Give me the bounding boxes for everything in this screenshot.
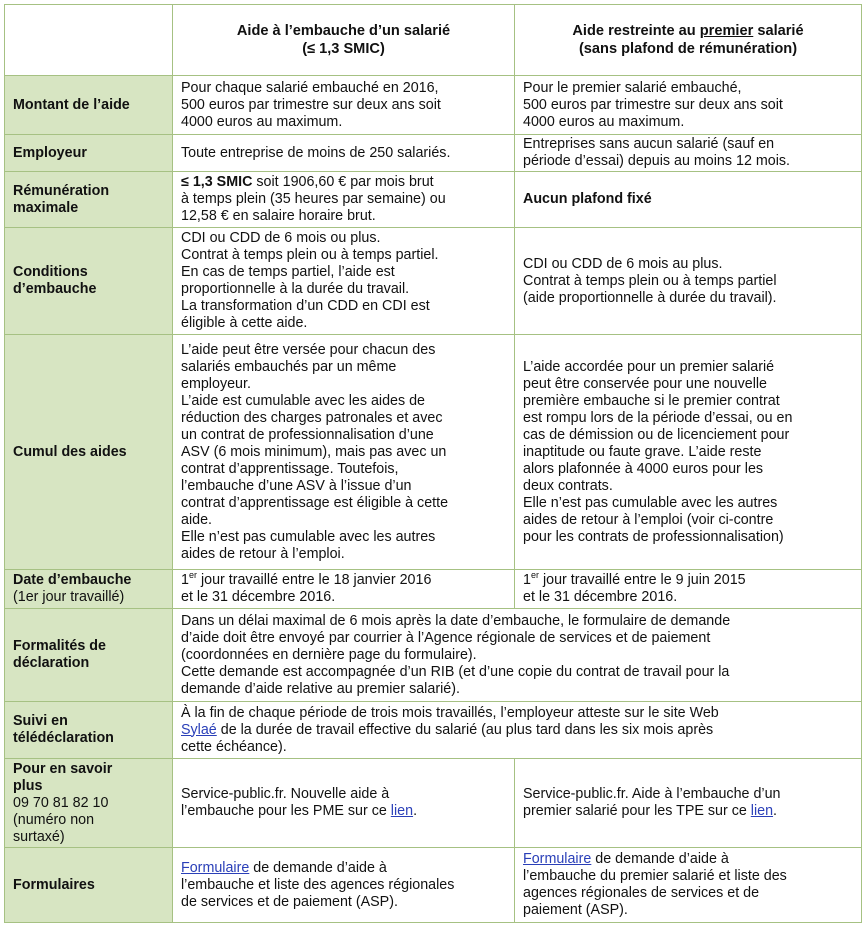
text-line: contrat d’apprentissage. Toutefois,	[181, 460, 399, 477]
text-line: employeur.	[181, 375, 251, 392]
text-line: alors plafonnée à 4000 euros pour les	[523, 460, 764, 477]
text-line: cas de démission ou de licenciement pour	[523, 426, 790, 443]
header-corner	[5, 5, 173, 76]
row-montant	[5, 76, 862, 135]
text-line: éligible à cette aide.	[181, 315, 308, 331]
row-formalites	[5, 609, 862, 702]
text-line: Contrat à temps plein ou à temps partiel.	[181, 247, 439, 263]
tpe-lien-link[interactable]: lien	[750, 803, 774, 819]
text-line: ASV (6 mois minimum), mais pas avec un	[181, 443, 447, 460]
label-remuneration: Rémunération maximale	[5, 172, 173, 228]
label-conditions: Conditions d’embauche	[5, 228, 173, 335]
suivi-text: À la fin de chaque période de trois mois travaillés, l’employeur atteste sur le site Web Sylaé de la durée de travail effective du salarié (au plus tard dans les six mois après cette échéance).	[173, 702, 862, 759]
text-line: peut être conservée pour une nouvelle	[523, 375, 768, 392]
cumul-col2	[173, 335, 515, 570]
text-line: première embauche si le premier contrat	[523, 392, 780, 409]
label-cumul: Cumul des aides	[5, 335, 173, 570]
remuneration-col3: Aucun plafond fixé	[515, 172, 862, 228]
sylae-link[interactable]: Sylaé	[181, 721, 217, 738]
text-line: aides de retour à l’emploi (voir ci-contre	[523, 511, 774, 528]
aid-comparison-table	[4, 4, 862, 923]
savoir-col3: Service-public.fr. Aide à l’embauche d’un premier salarié pour les TPE sur ce lien.	[515, 759, 862, 848]
formulaire-link-1[interactable]: Formulaire	[181, 859, 250, 876]
text-line: aides de retour à l’emploi.	[181, 545, 345, 562]
label-savoir: Pour en savoir plus 09 70 81 82 10 (numéro non surtaxé)	[5, 759, 173, 848]
label-employeur: Employeur	[5, 135, 173, 172]
text-line: contrat d’apprentissage est éligible à cette	[181, 494, 449, 511]
montant-col2	[173, 76, 515, 135]
date-col3: 1er jour travaillé entre le 9 juin 2015 et le 31 décembre 2016.	[515, 570, 862, 609]
text-line: pour les contrats de professionnalisation)	[523, 528, 784, 545]
text-line: En cas de temps partiel, l’aide est	[181, 264, 395, 280]
text-line: (aide proportionnelle à durée du travail).	[523, 289, 777, 306]
text-line: Cette demande est accompagnée d’un RIB (et d’une copie du contrat de travail pour la	[181, 663, 730, 680]
phone-number: 09 70 81 82 10	[13, 795, 109, 811]
smic-threshold: ≤ 1,3 SMIC	[181, 174, 253, 190]
savoir-col2: Service-public.fr. Nouvelle aide à l’embauche pour les PME sur ce lien.	[173, 759, 515, 848]
header-row	[5, 5, 862, 76]
row-formulaires	[5, 848, 862, 923]
header-aide-premier-salarie: Aide restreinte au premier salarié (sans plafond de rémunération)	[515, 5, 862, 76]
cumul-col3	[515, 335, 862, 570]
text-line: aide.	[181, 511, 213, 528]
formulaire-link-2[interactable]: Formulaire	[523, 851, 592, 867]
text-line: Elle n’est pas cumulable avec les autres	[523, 494, 778, 511]
text-line: un contrat de professionnalisation d’une	[181, 426, 434, 443]
row-remuneration	[5, 172, 862, 228]
text-line: 500 euros par trimestre sur deux ans soit	[181, 96, 441, 113]
formulaires-col2: Formulaire de demande d’aide à l’embauche et liste des agences régionales de services et de paiement (ASP).	[173, 848, 515, 923]
row-cumul	[5, 335, 862, 570]
label-montant: Montant de l’aide	[5, 76, 173, 135]
text-line: CDI ou CDD de 6 mois au plus.	[523, 255, 723, 272]
pme-lien-link[interactable]: lien	[390, 803, 414, 819]
text-line: L’aide est cumulable avec les aides de	[181, 392, 425, 409]
label-date: Date d’embauche (1er jour travaillé)	[5, 570, 173, 609]
text-line: Contrat à temps plein ou à temps partiel	[523, 272, 777, 289]
row-conditions	[5, 228, 862, 335]
text-line: période d’essai) depuis au moins 12 mois.	[523, 153, 791, 169]
text-line: demande d’aide relative au premier salarié).	[181, 680, 460, 697]
text-line: Pour le premier salarié embauché,	[523, 79, 742, 96]
employeur-col2: Toute entreprise de moins de 250 salariés.	[173, 135, 515, 172]
text-line: (coordonnées en dernière page du formulaire).	[181, 646, 477, 663]
text-line: L’aide peut être versée pour chacun des	[181, 341, 436, 358]
text-line: L’aide accordée pour un premier salarié	[523, 358, 775, 375]
label-formulaires: Formulaires	[5, 848, 173, 923]
text-line: Entreprises sans aucun salarié (sauf en	[523, 136, 775, 152]
text-line: d’aide doit être envoyé par courrier à l’Agence régionale de services et de paiement	[181, 629, 711, 646]
text-line: inaptitude ou faute grave. L’aide reste	[523, 443, 762, 460]
text-line: réduction des charges patronales et avec	[181, 409, 443, 426]
text-line: 4000 euros au maximum.	[523, 113, 685, 130]
date-col2: 1er jour travaillé entre le 18 janvier 2016 et le 31 décembre 2016.	[173, 570, 515, 609]
conditions-col2	[173, 228, 515, 335]
row-date	[5, 570, 862, 609]
text-line: CDI ou CDD de 6 mois ou plus.	[181, 230, 381, 246]
text-line: 4000 euros au maximum.	[181, 113, 343, 130]
text-line: proportionnelle à la durée du travail.	[181, 281, 410, 297]
label-formalites: Formalités de déclaration	[5, 609, 173, 702]
text-line: deux contrats.	[523, 477, 613, 494]
text-line: salariés embauchés par un même	[181, 358, 397, 375]
montant-col3	[515, 76, 862, 135]
row-savoir	[5, 759, 862, 848]
text-line: l’embauche d’une ASV à l’issue d’un	[181, 477, 412, 494]
text-line: Elle n’est pas cumulable avec les autres	[181, 528, 436, 545]
underlined-premier: premier	[699, 23, 754, 39]
text-line: La transformation d’un CDD en CDI est	[181, 298, 430, 314]
remuneration-col2: ≤ 1,3 SMIC soit 1906,60 € par mois brut à temps plein (35 heures par semaine) ou 12,58 € en salaire horaire brut.	[173, 172, 515, 228]
conditions-col3	[515, 228, 862, 335]
row-employeur	[5, 135, 862, 172]
text-line: est rompu lors de la période d’essai, ou en	[523, 409, 793, 426]
row-suivi	[5, 702, 862, 759]
formulaires-col3: Formulaire de demande d’aide à l’embauche du premier salarié et liste des agences régionales de services et de paiement (ASP).	[515, 848, 862, 923]
text-line: Pour chaque salarié embauché en 2016,	[181, 79, 439, 96]
employeur-col3	[515, 135, 862, 172]
label-suivi: Suivi en télédéclaration	[5, 702, 173, 759]
header-aide-embauche: Aide à l’embauche d’un salarié (≤ 1,3 SMIC)	[173, 5, 515, 76]
text-line: Dans un délai maximal de 6 mois après la date d’embauche, le formulaire de demande	[181, 612, 731, 629]
formalites-text	[173, 609, 862, 702]
text-line: 500 euros par trimestre sur deux ans soit	[523, 96, 783, 113]
